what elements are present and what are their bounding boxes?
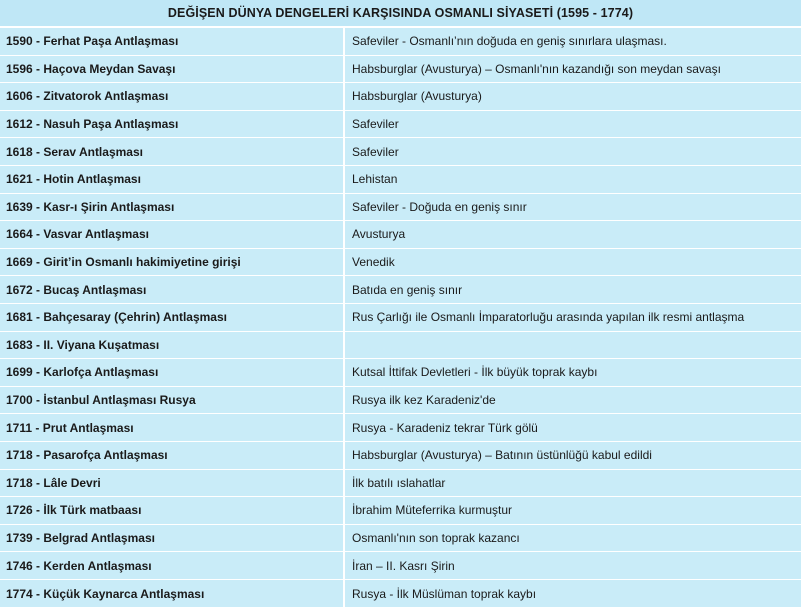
event-cell: 1596 - Haçova Meydan Savaşı: [0, 56, 345, 83]
table-row: [0, 414, 801, 442]
event-cell: 1664 - Vasvar Antlaşması: [0, 221, 345, 248]
note-cell: Avusturya: [345, 221, 801, 248]
event-cell: 1590 - Ferhat Paşa Antlaşması: [0, 28, 345, 55]
table-row: [0, 332, 801, 360]
event-cell: 1699 - Karlofça Antlaşması: [0, 359, 345, 386]
table-row: [0, 359, 801, 387]
event-cell: 1739 - Belgrad Antlaşması: [0, 525, 345, 552]
event-cell: 1606 - Zitvatorok Antlaşması: [0, 83, 345, 110]
note-cell: Rus Çarlığı ile Osmanlı İmparatorluğu arasında yapılan ilk resmi antlaşma: [345, 304, 801, 331]
event-cell: 1612 - Nasuh Paşa Antlaşması: [0, 111, 345, 138]
event-cell: 1718 - Lâle Devri: [0, 470, 345, 497]
note-cell: Safeviler: [345, 138, 801, 165]
table-title: DEĞİŞEN DÜNYA DENGELERİ KARŞISINDA OSMANLI SİYASETİ (1595 - 1774): [167, 6, 634, 20]
event-cell: 1621 - Hotin Antlaşması: [0, 166, 345, 193]
table-body: [0, 28, 801, 607]
note-cell: İbrahim Müteferrika kurmuştur: [345, 497, 801, 524]
event-cell: 1718 - Pasarofça Antlaşması: [0, 442, 345, 469]
note-cell: Safeviler - Doğuda en geniş sınır: [345, 194, 801, 221]
event-cell: 1746 - Kerden Antlaşması: [0, 552, 345, 579]
table-row: [0, 470, 801, 498]
table-row: [0, 138, 801, 166]
event-cell: 1681 - Bahçesaray (Çehrin) Antlaşması: [0, 304, 345, 331]
note-cell: Osmanlı'nın son toprak kazancı: [345, 525, 801, 552]
event-cell: 1700 - İstanbul Antlaşması Rusya: [0, 387, 345, 414]
table-row: [0, 387, 801, 415]
note-cell: İran – II. Kasrı Şirin: [345, 552, 801, 579]
table-row: [0, 221, 801, 249]
note-cell: Habsburglar (Avusturya) – Osmanlı'nın kazandığı son meydan savaşı: [345, 56, 801, 83]
table-row: [0, 304, 801, 332]
note-cell: Habsburglar (Avusturya) – Batının üstünlüğü kabul edildi: [345, 442, 801, 469]
note-cell: Rusya ilk kez Karadeniz'de: [345, 387, 801, 414]
event-cell: 1683 - II. Viyana Kuşatması: [0, 332, 345, 359]
event-cell: 1711 - Prut Antlaşması: [0, 414, 345, 441]
note-cell: [345, 332, 801, 359]
note-cell: Safeviler: [345, 111, 801, 138]
table-row: [0, 166, 801, 194]
event-cell: 1672 - Bucaş Antlaşması: [0, 276, 345, 303]
event-cell: 1774 - Küçük Kaynarca Antlaşması: [0, 580, 345, 607]
table-row: [0, 552, 801, 580]
table-row: [0, 56, 801, 84]
table-row: [0, 525, 801, 553]
table-row: [0, 111, 801, 139]
event-cell: 1669 - Girit’in Osmanlı hakimiyetine girişi: [0, 249, 345, 276]
event-cell: 1618 - Serav Antlaşması: [0, 138, 345, 165]
note-cell: Batıda en geniş sınır: [345, 276, 801, 303]
table-row: [0, 442, 801, 470]
event-cell: 1639 - Kasr-ı Şirin Antlaşması: [0, 194, 345, 221]
note-cell: Habsburglar (Avusturya): [345, 83, 801, 110]
table-row: [0, 194, 801, 222]
note-cell: İlk batılı ıslahatlar: [345, 470, 801, 497]
table-row: [0, 249, 801, 277]
note-cell: Venedik: [345, 249, 801, 276]
table-row: [0, 497, 801, 525]
event-cell: 1726 - İlk Türk matbaası: [0, 497, 345, 524]
table-row: [0, 28, 801, 56]
table-title-row: [0, 0, 801, 28]
table-row: [0, 83, 801, 111]
note-cell: Rusya - Karadeniz tekrar Türk gölü: [345, 414, 801, 441]
note-cell: Kutsal İttifak Devletleri - İlk büyük toprak kaybı: [345, 359, 801, 386]
table-row: [0, 580, 801, 607]
note-cell: Lehistan: [345, 166, 801, 193]
note-cell: Safeviler - Osmanlı’nın doğuda en geniş sınırlara ulaşması.: [345, 28, 801, 55]
table-row: [0, 276, 801, 304]
note-cell: Rusya - İlk Müslüman toprak kaybı: [345, 580, 801, 607]
